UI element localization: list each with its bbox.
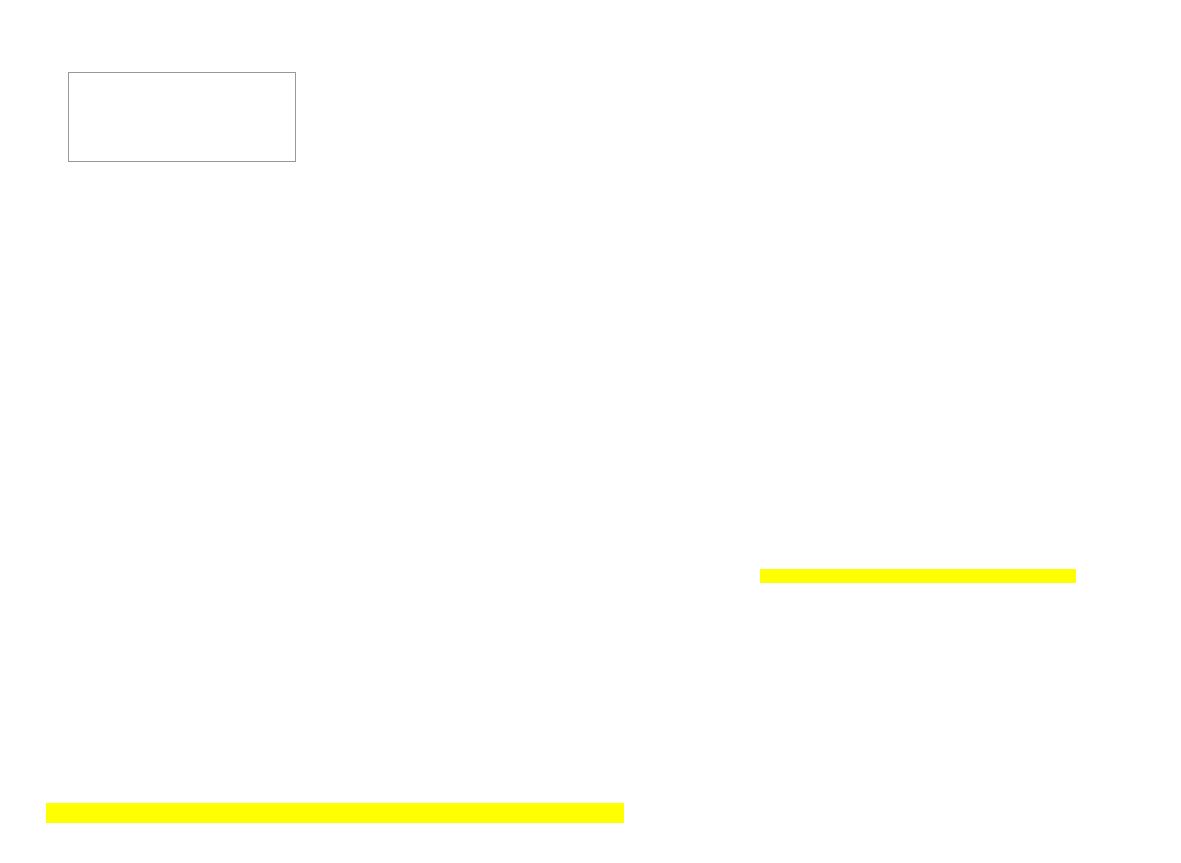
conferences-note <box>46 803 624 823</box>
calendar-title-box <box>68 72 296 162</box>
ecc-highlight <box>760 569 1076 583</box>
